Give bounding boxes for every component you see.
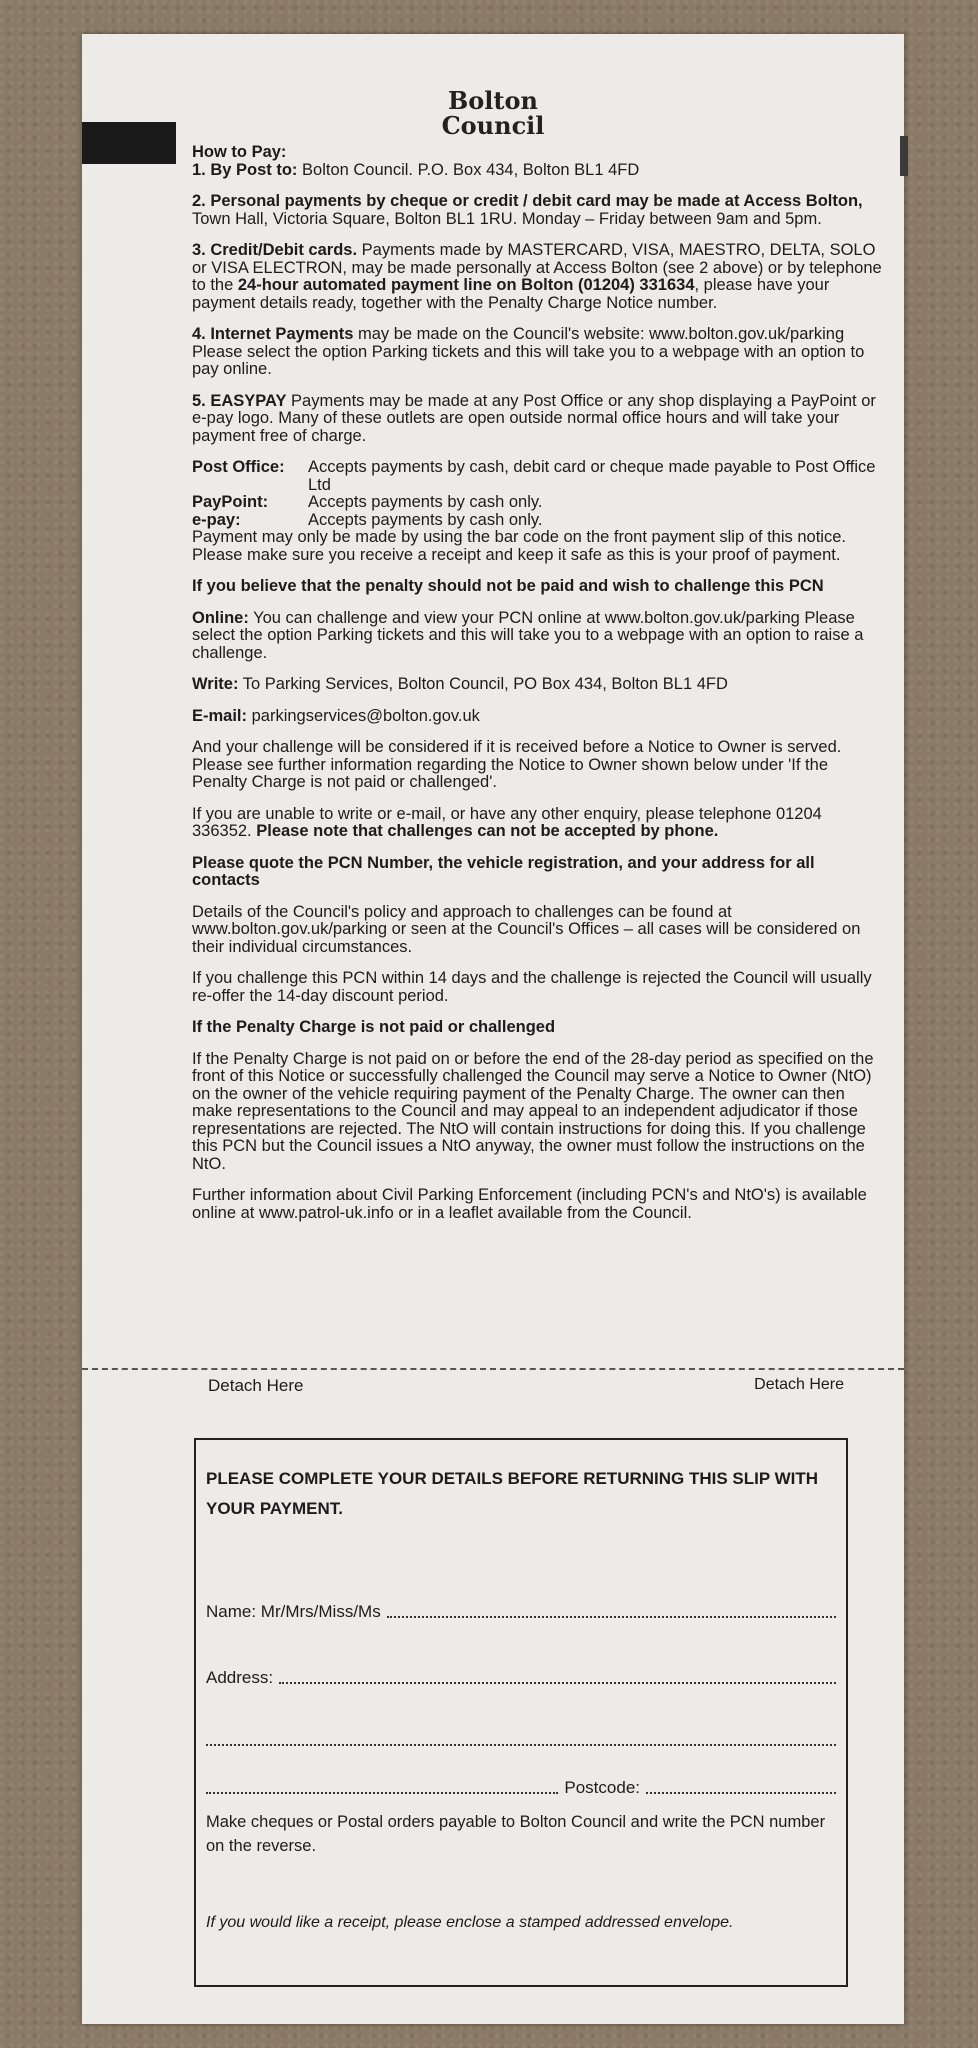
outlet-name: e-pay: (192, 510, 241, 529)
cards-text-2: , please have your payment details ready, together with the Penalty Charge Notice number. (192, 276, 830, 312)
detach-label-right: Detach Here (754, 1376, 844, 1393)
policy-text: Details of the Council's policy and approach to challenges can be found at www.bolton.gov.uk/parking or seen at the Council's Offices – all cases will be considered on their individual circumstances. (192, 902, 861, 956)
by-post-text: Bolton Council. P.O. Box 434, Bolton BL1 4FD (297, 160, 640, 179)
quote-instruction: Please quote the PCN Number, the vehicle registration, and your address for all contacts (192, 853, 815, 889)
write-label: Write: (192, 675, 239, 693)
internet-payments-label: 4. Internet Payments (192, 325, 354, 343)
address-dotted-line-3 (206, 1791, 558, 1794)
slip-title: PLEASE COMPLETE YOUR DETAILS BEFORE RETURNING THIS SLIP WITH YOUR PAYMENT. (206, 1469, 819, 1518)
postcode-row[interactable] (206, 1778, 836, 1798)
outlet-row (192, 459, 882, 494)
postcode-label: Postcode: (564, 1778, 640, 1797)
address-field[interactable] (206, 1668, 836, 1688)
address-label: Address: (206, 1668, 274, 1687)
personal-payments-text: Town Hall, Victoria Square, Bolton BL1 1RU. Monday – Friday between 9am and 5pm. (192, 209, 822, 228)
pcn-notice-paper (82, 34, 904, 2024)
outlet-list (192, 459, 882, 529)
detach-label-left: Detach Here (208, 1376, 304, 1395)
payable-note: Make cheques or Postal orders payable to Bolton Council and write the PCN number on the reverse. (206, 1813, 826, 1855)
barcode-note: Payment may only be made by using the bar code on the front payment slip of this notice. Please make sure you receive a receipt and keep it safe as this is your proof of payment. (192, 528, 846, 564)
outlet-desc: Accepts payments by cash only. (308, 510, 543, 529)
address-dotted-line-2 (206, 1743, 836, 1746)
return-slip (194, 1438, 848, 1987)
how-to-pay-heading: How to Pay: (192, 143, 287, 161)
online-text: You can challenge and view your PCN online at www.bolton.gov.uk/parking Please select the option Parking tickets and this will take you to a webpage with an option to raise a challenge. (192, 608, 864, 662)
address-line-2[interactable] (206, 1730, 836, 1750)
logo-line-2: Council (441, 111, 545, 140)
internet-payments-text: may be made on the Council's website: www.bolton.gov.uk/parking Please select the option Parking tickets and this will take you to a webpage with an option to pay online. (192, 325, 865, 378)
outlet-name: Post Office: (192, 458, 285, 476)
detach-dashed-line (82, 1368, 904, 1370)
consideration-text: And your challenge will be considered if it is received before a Notice to Owner is served. Please see further information regarding the Notice to Owner shown below under 'If the Penalty Charge is not paid or challenged'. (192, 738, 842, 791)
name-field[interactable] (206, 1602, 836, 1622)
postcode-dotted-line (646, 1791, 836, 1794)
outlet-row (192, 512, 882, 530)
cards-label: 3. Credit/Debit cards. (192, 241, 358, 259)
outlet-row (192, 494, 882, 512)
paper-edge-mark (900, 136, 908, 176)
receipt-note: If you would like a receipt, please enclose a stamped addressed envelope. (206, 1914, 734, 1931)
outlet-name: PayPoint: (192, 493, 269, 511)
further-info-text: Further information about Civil Parking Enforcement (including PCN's and NtO's) is available online at www.patrol-uk.info or in a leaflet available from the Council. (192, 1186, 867, 1222)
write-text: To Parking Services, Bolton Council, PO Box 434, Bolton BL1 4FD (238, 675, 728, 693)
not-paid-heading: If the Penalty Charge is not paid or challenged (192, 1018, 556, 1036)
address-dotted-line (279, 1681, 836, 1684)
payment-line-phone: 24-hour automated payment line on Bolton (01204) 331634 (237, 276, 695, 294)
email-text: parkingservices@bolton.gov.uk (247, 706, 480, 725)
discount-text: If you challenge this PCN within 14 days and the challenge is rejected the Council will usually re-offer the 14-day discount period. (192, 969, 872, 1005)
name-dotted-line (387, 1615, 836, 1618)
online-label: Online: (192, 608, 249, 627)
cards-text-1: Payments made by MASTERCARD, VISA, MAESTRO, DELTA, SOLO or VISA ELECTRON, may be made personally at Access Bolton (see 2 above) or by telephone to the (192, 241, 882, 294)
email-label: E-mail: (192, 706, 248, 725)
by-post-label: 1. By Post to: (192, 160, 298, 179)
notice-body (192, 144, 882, 1236)
name-label: Name: Mr/Mrs/Miss/Ms (206, 1602, 381, 1621)
challenge-heading: If you believe that the penalty should not be paid and wish to challenge this PCN (192, 577, 824, 595)
phone-text: If you are unable to write or e-mail, or have any other enquiry, please telephone 01204 336352. (192, 804, 822, 840)
council-logo (82, 88, 904, 138)
not-paid-text: If the Penalty Charge is not paid on or before the end of the 28-day period as specified on the front of this Notice or successfully challenged the Council may serve a Notice to Owner (NtO) on the owner of the vehicle requiring payment of the Penalty Charge. The owner can then make representations to the Council and may appeal to an independent adjudicator if those representations are rejected. The NtO will contain instructions for doing this. If you challenge this PCN but the Council issues a NtO anyway, the owner must follow the instructions on the NtO. (192, 1049, 874, 1173)
personal-payments-label: 2. Personal payments by cheque or credit / debit card may be made at Access Bolton, (192, 192, 863, 210)
outlet-desc: Accepts payments by cash only. (308, 493, 543, 511)
logo-line-1: Bolton (448, 86, 538, 115)
outlet-desc: Accepts payments by cash, debit card or cheque made payable to Post Office Ltd (308, 458, 876, 494)
easypay-text: Payments may be made at any Post Office or any shop displaying a PayPoint or e-pay logo. Many of these outlets are open outside normal office hours and will take your payment free of charge. (192, 391, 876, 445)
easypay-label: 5. EASYPAY (192, 391, 287, 410)
phone-warning: Please note that challenges can not be accepted by phone. (256, 822, 719, 840)
